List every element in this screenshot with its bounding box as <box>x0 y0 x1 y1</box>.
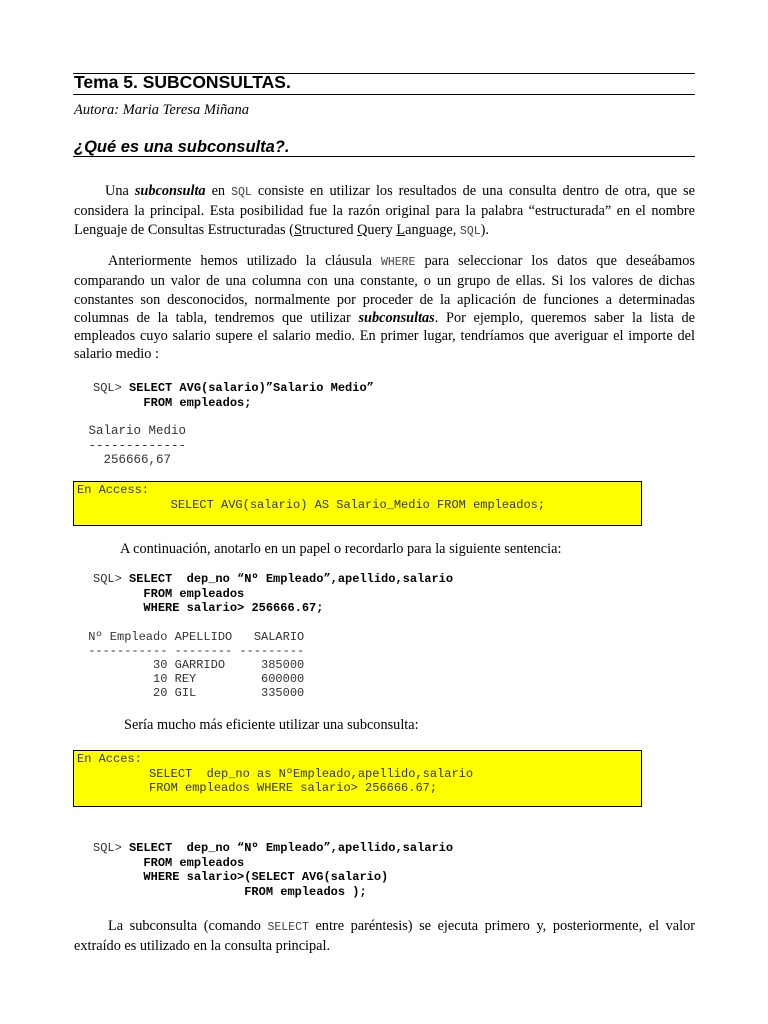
title-bottom-rule <box>73 94 695 95</box>
paragraph-intro: Una subconsulta en SQL consiste en utilizar los resultados de una consulta dentro de otra, que se considera la principal. Esta posibilidad fue la razón original para la palabra “estructurada” en el nombre Lenguaje de Consultas Estructuradas (Structured Query Language, SQL). <box>74 183 695 238</box>
select-keyword: SELECT <box>267 921 309 934</box>
access-note-box <box>73 481 642 526</box>
paragraph-where: Anteriormente hemos utilizado la cláusula WHERE para seleccionar los datos que deseábamos comparando un valor de una columna con una constante, o un grupo de ellas. Si los valores de dichas constantes son desconocidos, normalmente por proceder de la aplicación de funciones a determinadas columnas de la tabla, tendremos que utilizar subconsultas. Por ejemplo, queremos saber la lista de empleados cuyo salario supere el salario medio. En primer lugar, tendríamos que averiguar el importe del salario medio : <box>74 253 696 363</box>
sql-query-constant: SQL> SELECT dep_no “Nº Empleado”,apellido,salario FROM empleados WHERE salario> 256666.67; <box>93 572 454 615</box>
access-label: En Access: <box>77 483 150 497</box>
sql-query-average: SQL> SELECT AVG(salario)”Salario Medio” FROM empleados; <box>93 381 374 410</box>
term-subconsultas: subconsultas <box>358 309 435 326</box>
page-title: Tema 5. SUBCONSULTAS. <box>74 72 291 92</box>
term-subconsulta: subconsulta <box>134 183 206 199</box>
result-employees: Nº Empleado APELLIDO SALARIO ----------- -------- --------- 30 GARRIDO 385000 10 REY 600000 20 GIL 335000 <box>88 630 305 700</box>
access-note-box-subquery <box>73 750 642 807</box>
result-salario-medio: Salario Medio ------------- 256666,67 <box>88 424 187 467</box>
access-label: En Acces: <box>77 752 142 766</box>
author-line: Autora: Maria Teresa Miñana <box>74 102 249 118</box>
sql-term: SQL <box>459 224 481 238</box>
sql-query-subquery: SQL> SELECT dep_no “Nº Empleado”,apellido,salario FROM empleados WHERE salario>(SELECT AVG(salario) FROM empleados ); <box>93 841 454 899</box>
access-sql: SELECT AVG(salario) AS Salario_Medio FROM empleados; <box>77 497 546 512</box>
paragraph-continuation: A continuación, anotarlo en un papel o recordarlo para la siguiente sentencia: <box>120 541 562 557</box>
where-keyword: WHERE <box>380 256 416 269</box>
section-heading-rule <box>73 156 695 157</box>
paragraph-execution: La subconsulta (comando SELECT entre paréntesis) se ejecuta primero y, posteriormente, el valor extraído es utilizado en la consulta principal. <box>74 918 695 955</box>
paragraph-efficient: Sería mucho más eficiente utilizar una subconsulta: <box>124 717 419 733</box>
section-heading: ¿Qué es una subconsulta?. <box>74 138 290 156</box>
sql-term: SQL <box>231 186 252 199</box>
access-sql: SELECT dep_no as NºEmpleado,apellido,salario FROM empleados WHERE salario> 256666.67; <box>149 766 474 795</box>
